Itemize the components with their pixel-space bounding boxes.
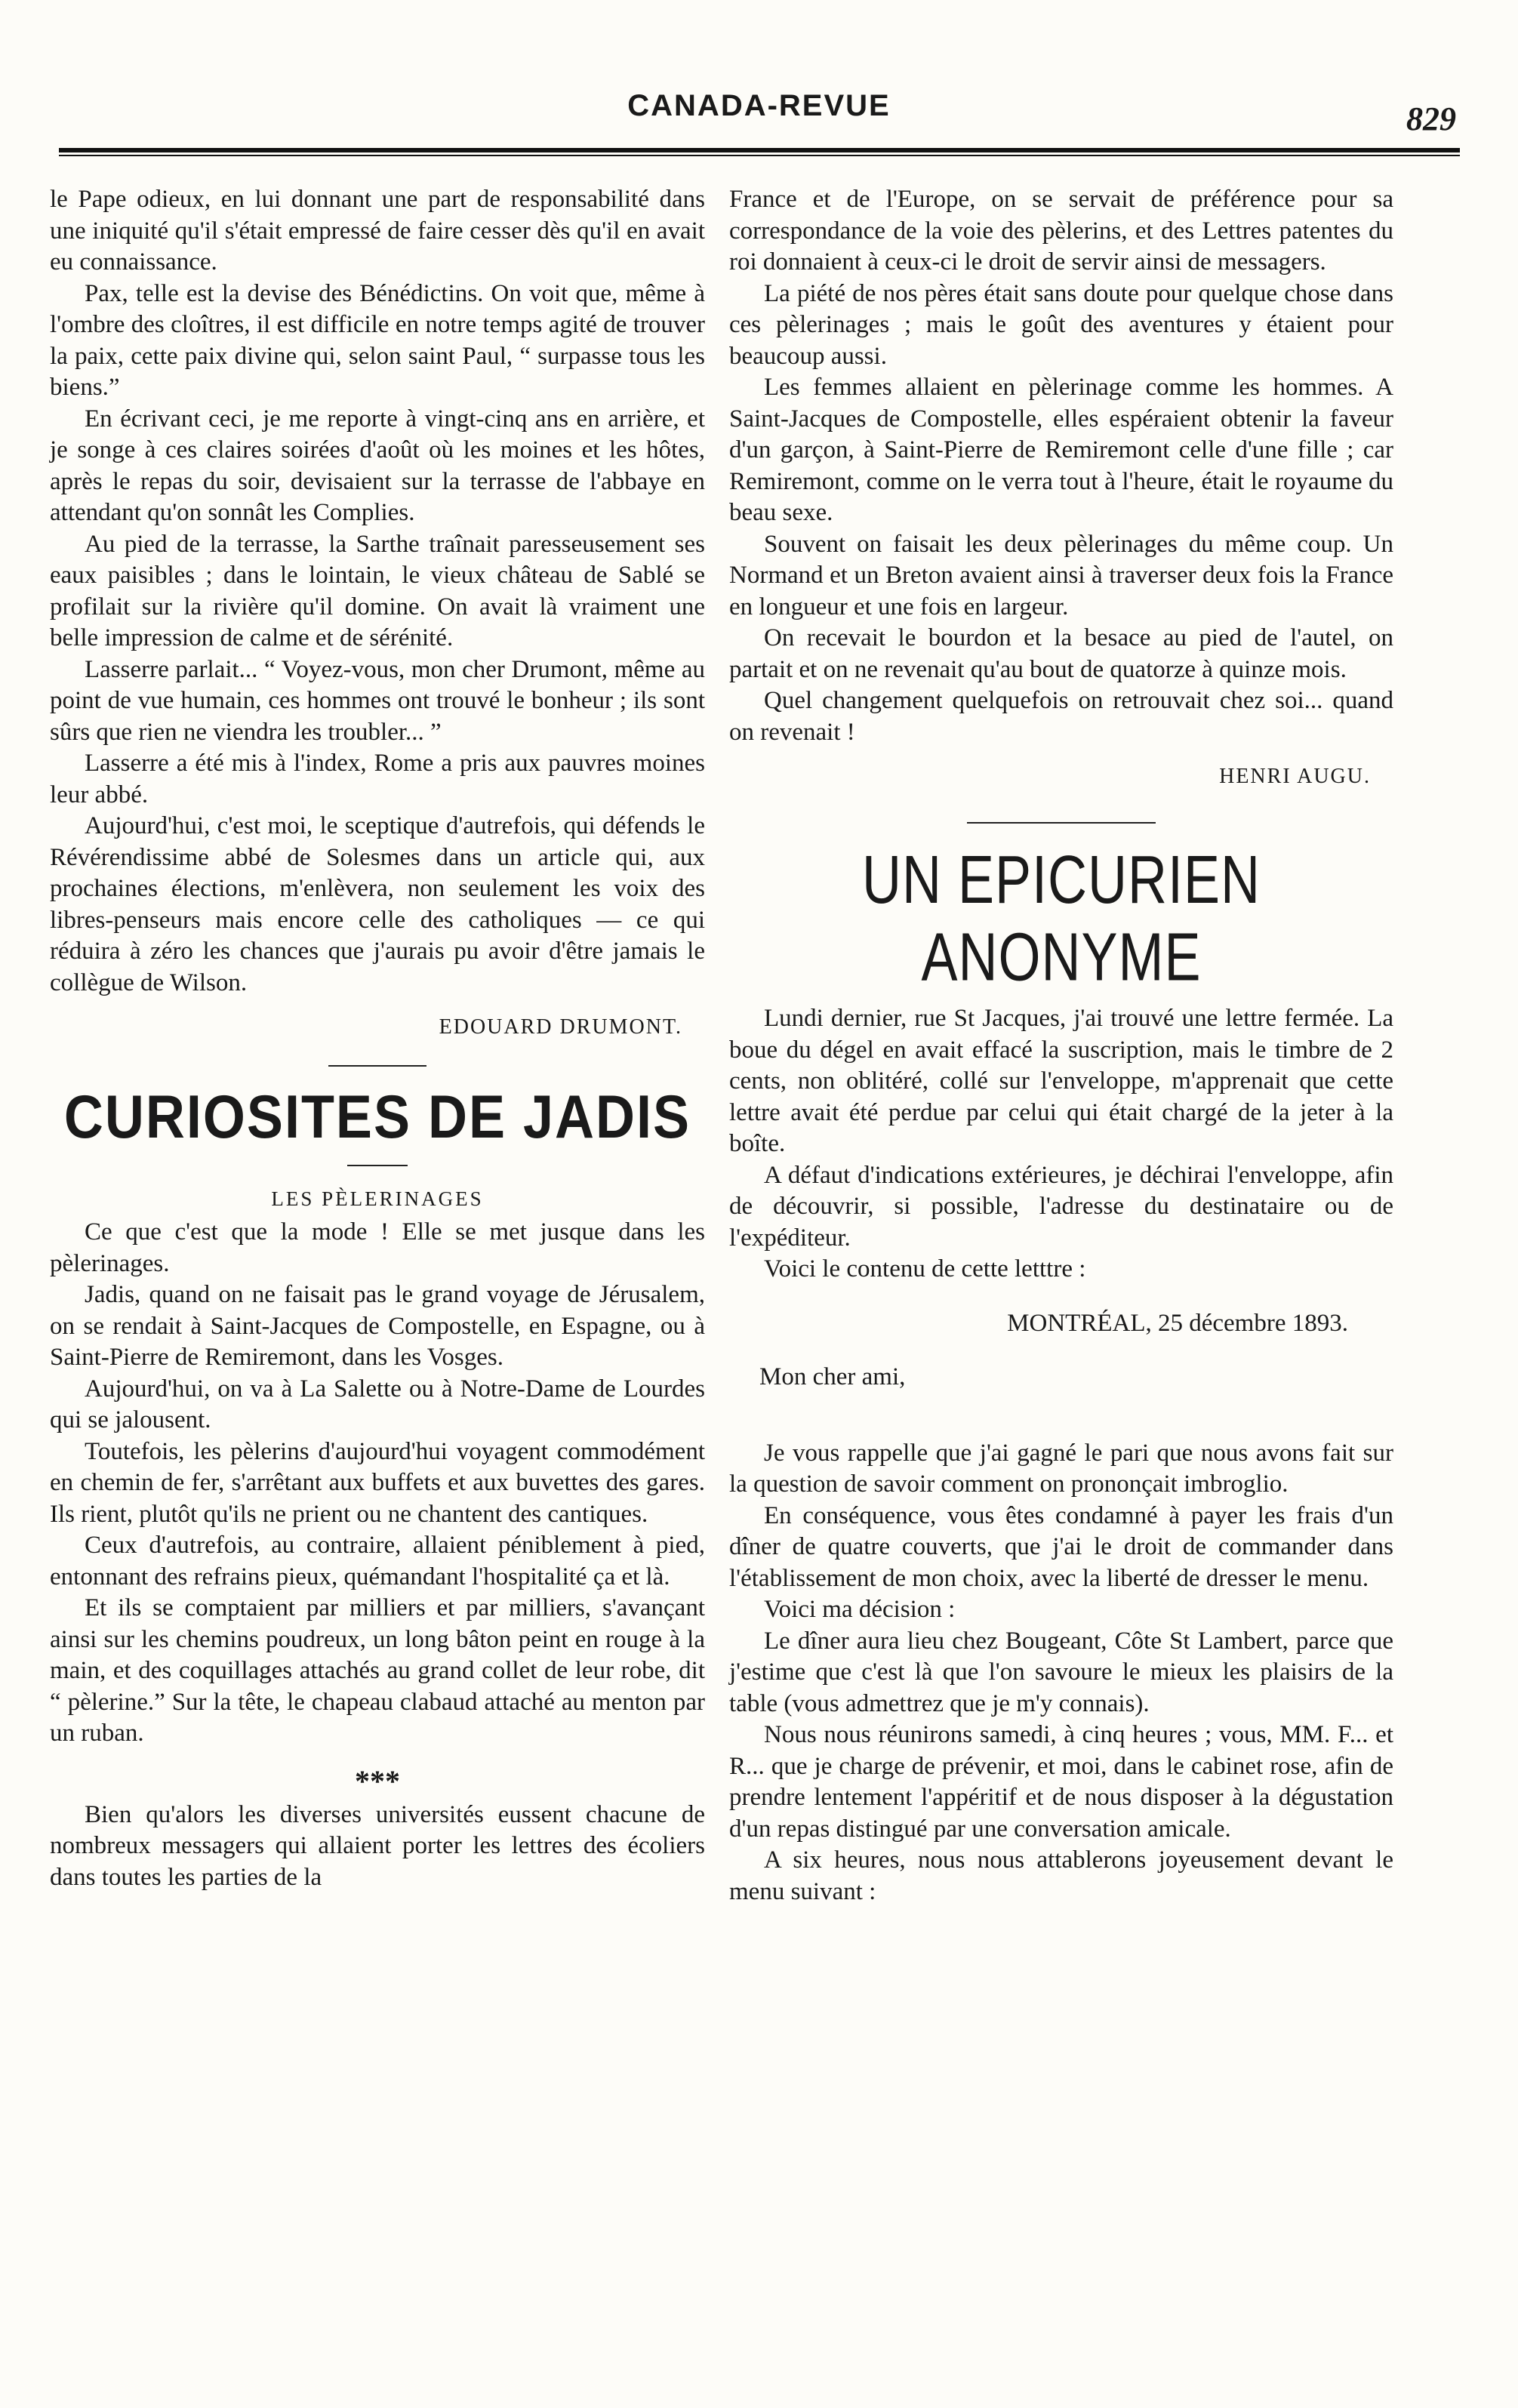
letter-paragraph: En conséquence, vous êtes condamné à payer les frais d'un dîner de quatre couverts, que j'ai le droit de commander dans l'établissement de mon choix, avec la liberté de dresser le menu. (729, 1501, 1393, 1592)
article-paragraph: On recevait le bourdon et la besace au pied de l'autel, on partait et on ne revenait qu'au bout de quatorze à quinze mois. (729, 624, 1393, 683)
article-paragraph: le Pape odieux, en lui donnant une part de responsabilité dans une iniquité qu'il s'était empressé de faire cesser dès qu'il en avait eu connaissance. (50, 186, 705, 276)
letter-paragraph: A six heures, nous nous attablerons joyeusement devant le menu suivant : (729, 1846, 1393, 1905)
page-header (0, 0, 1518, 166)
letter-paragraph: Voici ma décision : (764, 1596, 956, 1623)
letter-paragraph: Je vous rappelle que j'ai gagné le pari que nous avons fait sur la question de savoir comment on prononçait imbroglio. (729, 1439, 1393, 1498)
letter-paragraph: Nous nous réunirons samedi, à cinq heures ; vous, MM. F... et R... que je charge de prévenir, et moi, dans le cabinet rose, afin de prendre lentement l'appéritif et de nous disposer à la dégustation d'un repas distingué par une conversation amicale. (729, 1721, 1393, 1843)
article-paragraph: Lasserre parlait... “ Voyez-vous, mon cher Drumont, même au point de vue humain, ces hommes ont trouvé le bonheur ; ils sont sûrs que rien ne viendra les troubler... ” (50, 655, 705, 746)
article-paragraph: Au pied de la terrasse, la Sarthe traînait paresseusement ses eaux paisibles ; dans le lointain, le vieux château de Sablé se profilait sur la rivière qu'il domine. On avait là vraiment une belle impression de calme et de sérénité. (50, 530, 705, 651)
section-subtitle: LES PÈLERINAGES (271, 1187, 484, 1210)
article-paragraph: La piété de nos pères était sans doute pour quelque chose dans ces pèlerinages ; mais le goût des aventures y étaient pour beaucoup aussi. (729, 279, 1393, 370)
article-paragraph: Jadis, quand on ne faisait pas le grand voyage de Jérusalem, on se rendait à Saint-Jacques de Compostelle, en Espagne, ou à Saint-Pierre de Remiremont, dans les Vosges. (50, 1281, 705, 1371)
left-column (50, 184, 705, 1893)
running-title: CANADA-REVUE (627, 89, 891, 122)
section-title: CURIOSITES DE JADIS (63, 1083, 691, 1151)
article-paragraph: A défaut d'indications extérieures, je déchirai l'enveloppe, afin de découvrir, si possible, l'adresse du destinataire ou de l'expéditeur. (729, 1161, 1393, 1252)
article-paragraph: Quel changement quelquefois on retrouvait chez soi... quand on revenait ! (729, 687, 1393, 746)
article-paragraph: Les femmes allaient en pèlerinage comme les hommes. A Saint-Jacques de Compostelle, elles espéraient obtenir la faveur d'un garçon, à Saint-Pierre de Remiremont celle d'une fille ; car Remiremont, comme on le verra tout à l'heure, était le royaume du beau sexe. (729, 374, 1393, 526)
article-paragraph: Toutefois, les pèlerins d'aujourd'hui voyagent commodément en chemin de fer, s'arrêtant aux buffets et aux buvettes des gares. Ils rient, plutôt qu'ils ne prient ou ne chantent des cantiques. (50, 1437, 705, 1528)
right-column (729, 184, 1393, 1908)
article-paragraph: Souvent on faisait les deux pèlerinages du même coup. Un Normand et un Breton avaient ainsi à traverser deux fois la France en longueur et une fois en largeur. (729, 530, 1393, 620)
article-paragraph: Et ils se comptaient par milliers et par milliers, s'avançant ainsi sur les chemins poudreux, un long bâton peint en rouge à la main, et des coquillages attachés au grand collet de leur robe, dit “ pèlerine.” Sur la tête, le chapeau clabaud attaché au menton par un ruban. (50, 1594, 705, 1747)
article-paragraph: Voici le contenu de cette letttre : (764, 1255, 1086, 1283)
article-paragraph: Bien qu'alors les diverses universités eussent chacune de nombreux messagers qui allaient porter les lettres des écoliers dans toutes les parties de la (50, 1800, 705, 1891)
section-title: UN EPICURIEN ANONYME (861, 842, 1261, 996)
letter-paragraph: Le dîner aura lieu chez Bougeant, Côte St Lambert, parce que j'estime que c'est là que l'on savoure le mieux les plaisirs de la table (vous admettrez que je m'y connais). (729, 1627, 1393, 1717)
article-paragraph: Aujourd'hui, on va à La Salette ou à Notre-Dame de Lourdes qui se jalousent. (50, 1375, 705, 1433)
asterism: *** (355, 1763, 400, 1798)
article-paragraph: En écrivant ceci, je me reporte à vingt-cinq ans en arrière, et je songe à ces claires soirées d'août où les moines et les hôtes, après le repas du soir, devisaient sur la terrasse de l'abbaye en attendant qu'on sonnât les Complies. (50, 405, 705, 526)
article-paragraph: Ce que c'est que la mode ! Elle se met jusque dans les pèlerinages. (50, 1218, 705, 1277)
page-number: 829 (1406, 100, 1456, 137)
article-paragraph: Lasserre a été mis à l'index, Rome a pris aux pauvres moines leur abbé. (50, 750, 705, 808)
header-rule-thin (59, 155, 1460, 156)
section-divider (967, 822, 1156, 824)
letter-salutation: Mon cher ami, (759, 1363, 906, 1390)
article-paragraph: Aujourd'hui, c'est moi, le sceptique d'autrefois, qui défends le Révérendissime abbé de Solesmes dans un article qui, aux prochaines élections, m'enlèvera, non seulement les voix des libres-penseurs mais encore celle des catholiques — ce qui réduira à zéro les chances que j'aurais pu avoir d'être jamais le collègue de Wilson. (50, 812, 705, 996)
author-signature: EDOUARD DRUMONT. (439, 1015, 682, 1039)
article-paragraph: Ceux d'autrefois, au contraire, allaient péniblement à pied, entonnant des refrains pieux, quémandant l'hospitalité ça et là. (50, 1532, 705, 1590)
article-paragraph: Pax, telle est la devise des Bénédictins. On voit que, même à l'ombre des cloîtres, il est difficile en notre temps agité de trouver la paix, cette paix divine qui, selon saint Paul, “ surpasse tous les biens.” (50, 279, 705, 401)
letter-dateline: MONTRÉAL, 25 décembre 1893. (1007, 1309, 1348, 1337)
article-paragraph: Lundi dernier, rue St Jacques, j'ai trouvé une lettre fermée. La boue du dégel en avait effacé la suscription, mais le timbre de 2 cents, non oblitéré, collé sur l'enveloppe, m'apprenait que cette lettre avait été perdue par celui qui était chargé de la jeter à la boîte. (729, 1005, 1393, 1157)
author-signature: HENRI AUGU. (1219, 765, 1371, 788)
title-underline (347, 1165, 408, 1166)
section-divider (328, 1065, 426, 1067)
article-paragraph: France et de l'Europe, on se servait de préférence pour sa correspondance de la voie des pèlerins, et des Lettres patentes du roi donnaient à ceux-ci le droit de servir ainsi de messagers. (729, 186, 1393, 276)
header-rule (59, 148, 1460, 152)
